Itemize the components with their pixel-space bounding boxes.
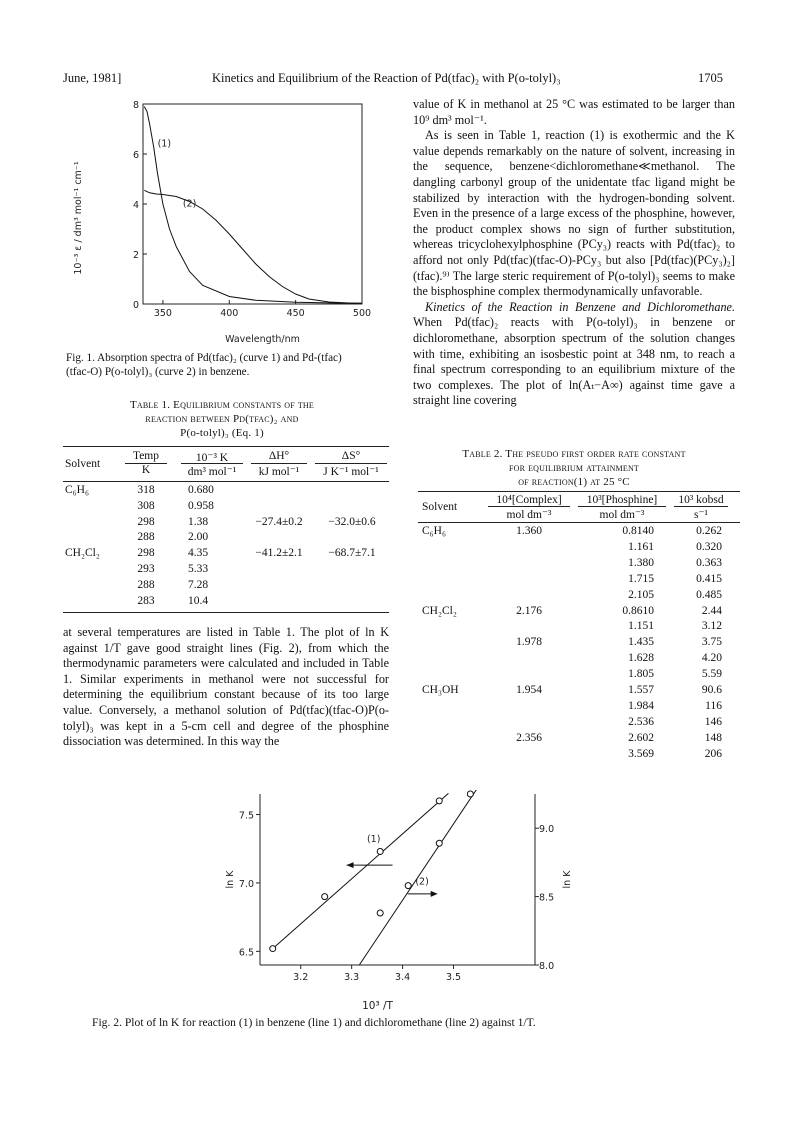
table-1-cell-solvent: CH₂Cl₂ (65, 547, 100, 560)
table-2-cell-phosphine: 3.569 (628, 747, 654, 760)
left-column-text: at several temperatures are listed in Table 1. The plot of ln K against 1/T gave good straight lines (Fig. 2), from which the thermodynamic parameters were calculated and included in Table 1. Similar experiments in methanol were not successful for determining the equilibrium constant because of its too large value. Conversely, a methanol solution of Pd(tfac)(tfac-O)P(o-tolyl)₃ was kept in a 5-cm cell and degree of the phosphine dissociation was determined. In this way the (63, 625, 389, 749)
table-1-cell-ds: −68.7±7.1 (328, 547, 376, 560)
line-1-label: (1) (366, 833, 381, 845)
table-2-cell-complex: 2.176 (516, 604, 542, 617)
table-2-cell-kobsd: 3.12 (701, 620, 722, 633)
table-2-cell-kobsd: 4.20 (701, 652, 722, 665)
table-1-cell-k: 2.00 (188, 531, 209, 544)
table-1-cell-k: 0.680 (188, 484, 214, 496)
paragraph: As is seen in Table 1, reaction (1) is exothermic and the K value depends remarkably on the nature of solvent, increasing in the sequence, benzene<dichloromethane≪methanol. The dangling carbonyl group of the unidentate tfac ligand might be stabilized by interaction with the hydrogen-bonding solvent. Even in the presence of a large excess of the phosphine, however, the product complex shows no sign of further substitution, whereas tricyclohexylphosphine (PCy₃) reacts with Pd(tfac)₂ to afford not only Pd(tfac)(tfac-O)-PCy₃ but also [Pd(tfac)(PCy₃)₂](tfac).⁹⁾ The large steric requirement of P(o-tolyl)₃ seems to make the bisphosphine complex thermodynamically unfavorable. (413, 128, 735, 299)
curve-2-label: (2) (182, 198, 197, 210)
table-2-cell-complex: 1.954 (516, 684, 542, 696)
table-2-caption-line: Table 2. The pseudo first order rate constant (462, 448, 686, 460)
curve-1-label: (1) (157, 138, 172, 150)
table-2-cell-kobsd: 148 (704, 731, 722, 744)
arrow-right-head (431, 891, 438, 897)
x-tick-label: 400 (220, 308, 239, 319)
data-point-line-1 (377, 848, 383, 854)
table-2-header-kobsd-unit: s⁻¹ (674, 506, 728, 521)
spectrum-curve-2 (144, 190, 362, 303)
table-2-cell-solvent: CH₂Cl₂ (422, 604, 457, 617)
table-2-body (418, 525, 740, 767)
table-1-header-dh: ΔH° (268, 450, 290, 462)
table-2-caption-line: of reaction(1) at 25 °C (518, 476, 630, 488)
table-2 (418, 491, 740, 767)
table-2-cell-kobsd: 2.44 (701, 604, 722, 617)
left-axis-label: ln K (225, 870, 236, 889)
table-2-cell-phosphine: 1.557 (628, 684, 654, 696)
right-tick-label: 9.0 (539, 824, 555, 836)
table-2-cell-kobsd: 0.415 (696, 572, 722, 585)
x-tick-label: 3.5 (445, 972, 462, 983)
table-2-header-kobsd: 10³ kobsd (678, 494, 724, 506)
data-point-line-2 (405, 883, 411, 889)
data-point-line-2 (377, 910, 383, 916)
table-2-header (418, 492, 740, 522)
table-2-cell-phosphine: 1.380 (628, 556, 654, 569)
table-1-cell-solvent: C₆H₆ (65, 484, 89, 496)
right-tick-label: 8.0 (539, 961, 555, 972)
data-point-line-1 (322, 894, 328, 900)
table-1-cell-k: 1.38 (188, 515, 209, 528)
table-1-header-solvent: Solvent (65, 458, 101, 470)
table-2-cell-phosphine: 1.984 (628, 699, 654, 712)
table-1-cell-dh: −41.2±2.1 (255, 547, 303, 560)
table-1-caption-line: reaction between Pd(tfac)₂ and (145, 413, 299, 425)
table-2-cell-complex: 2.356 (516, 731, 542, 744)
table-1-cell-temp: 293 (137, 563, 155, 575)
figure-2-caption: Fig. 2. Plot of ln K for reaction (1) in benzene (line 1) and dichloromethane (line 2) against 1/T. (92, 1016, 536, 1029)
y-tick-label: 2 (132, 250, 139, 261)
table-1-cell-temp: 318 (137, 484, 155, 496)
table-2-header-phosphine: 10³[Phosphine] (586, 494, 658, 506)
x-tick-label: 500 (352, 308, 372, 319)
left-tick-label: 7.5 (238, 810, 254, 822)
right-column-text (413, 97, 735, 409)
x-tick-label: 3.2 (293, 972, 309, 983)
table-1-header-k: 10⁻³ K (195, 452, 229, 464)
x-axis-label: 10³ /T (362, 1000, 393, 1012)
table-2-caption (413, 447, 735, 489)
y-tick-label: 6 (132, 150, 139, 161)
table-1-cell-temp: 298 (137, 547, 155, 560)
table-1-cell-k: 7.28 (188, 578, 209, 591)
y-axis-label: 10⁻³ ε / dm³ mol⁻¹ cm⁻¹ (73, 161, 84, 275)
data-point-line-2 (436, 840, 442, 846)
table-2-cell-phosphine: 1.628 (628, 652, 654, 665)
table-2-header-solvent: Solvent (422, 501, 458, 513)
table-1-header-temp-unit: K (125, 463, 167, 476)
figure-1-absorption-spectra (55, 96, 375, 348)
header-date: June, 1981] (63, 71, 122, 85)
table-2-cell-complex: 1.360 (516, 525, 542, 537)
table-2-cell-kobsd: 146 (704, 715, 722, 728)
left-tick-label: 7.0 (238, 878, 254, 890)
x-tick-label: 3.3 (344, 972, 360, 983)
section-heading: Kinetics of the Reaction in Benzene and Dichloromethane. (425, 299, 735, 314)
table-2-header-complex-unit: mol dm⁻³ (488, 506, 570, 521)
table-2-cell-phosphine: 1.161 (628, 540, 654, 553)
x-axis-label: Wavelength/nm (225, 334, 300, 345)
table-2-header-complex: 10⁴[Complex] (496, 494, 562, 506)
table-2-cell-solvent: CH₃OH (422, 684, 459, 696)
table-2-cell-kobsd: 0.320 (696, 540, 722, 553)
table-1-cell-temp: 298 (137, 515, 155, 528)
table-2-cell-phosphine: 0.8140 (622, 525, 654, 537)
figure-2-lnk-plot (225, 790, 585, 1015)
data-point-line-2 (467, 791, 473, 797)
paragraph: value of K in methanol at 25 °C was estimated to be larger than 10⁹ dm³ mol⁻¹. (413, 97, 735, 127)
table-1-cell-ds: −32.0±0.6 (328, 515, 376, 528)
figure-1-caption: Fig. 1. Absorption spectra of Pd(tfac)₂ (curve 1) and Pd-(tfac) (tfac-O) P(o-tolyl)₃ (curve 2) in benzene. (66, 352, 342, 378)
y-tick-label: 0 (132, 300, 139, 311)
arrow-left-head (347, 862, 354, 868)
table-1-cell-k: 5.33 (188, 563, 209, 575)
x-tick-label: 3.4 (395, 972, 411, 983)
right-axis-label: ln K (562, 870, 573, 889)
table-2-cell-kobsd: 5.59 (701, 668, 722, 681)
table-2-caption-line: for equilibrium attainment (508, 462, 640, 474)
paragraph-body: When Pd(tfac)₂ reacts with P(o-tolyl)₃ in benzene or dichloromethane, absorption spectrum of the solution changes with time, exhibiting an isosbestic point at 348 nm, to reach a final spectrum corresponding to an equilibrium mixture of the two complexes. The plot of ln(Aₜ−A∞) against time gave a straight line covering (413, 315, 735, 408)
x-tick-label: 350 (153, 308, 172, 319)
table-2-cell-phosphine: 1.805 (628, 668, 654, 681)
table-1-header-ds-unit: J K⁻¹ mol⁻¹ (315, 463, 387, 478)
table-1-cell-temp: 308 (137, 499, 155, 512)
header-title: Kinetics and Equilibrium of the Reaction of Pd(tfac)₂ with P(o-tolyl)₃ (212, 71, 561, 85)
right-tick-label: 8.5 (539, 892, 555, 904)
table-2-cell-phosphine: 1.435 (628, 636, 654, 649)
line-2-label: (2) (415, 876, 429, 888)
table-2-cell-kobsd: 116 (705, 699, 722, 712)
table-1-caption-line: P(o-tolyl)₃ (Eq. 1) (180, 427, 264, 439)
table-1-cell-k: 10.4 (188, 594, 209, 607)
header-page-number: 1705 (698, 71, 723, 85)
table-1-cell-temp: 288 (137, 531, 155, 544)
table-1-cell-temp: 283 (137, 594, 155, 607)
paragraph (413, 300, 735, 409)
table-2-cell-kobsd: 206 (704, 747, 722, 760)
data-point-line-1 (436, 798, 442, 804)
table-2-cell-complex: 1.978 (516, 636, 542, 649)
table-1-body (63, 484, 389, 612)
table-1-cell-k: 0.958 (188, 499, 214, 512)
spectrum-curve-1 (144, 107, 362, 304)
table-2-cell-phosphine: 1.151 (628, 620, 654, 633)
table-2-cell-phosphine: 2.602 (628, 731, 654, 744)
table-2-cell-phosphine: 0.8610 (622, 604, 654, 617)
table-1-header-k-unit: dm³ mol⁻¹ (181, 463, 243, 478)
table-1-header (63, 447, 389, 481)
table-2-cell-phosphine: 2.536 (628, 715, 654, 728)
data-point-line-1 (270, 946, 276, 952)
y-tick-label: 8 (132, 100, 139, 111)
table-2-cell-phosphine: 2.105 (628, 588, 654, 601)
y-tick-label: 4 (132, 200, 139, 211)
table-1-header-temp: Temp (132, 450, 160, 462)
table-2-cell-kobsd: 0.485 (696, 588, 722, 601)
table-2-cell-kobsd: 0.262 (696, 525, 722, 537)
table-1 (63, 446, 389, 613)
table-1-cell-temp: 288 (137, 578, 155, 591)
table-1-caption-line: Table 1. Equilibrium constants of the (130, 399, 314, 411)
table-2-header-phosphine-unit: mol dm⁻³ (578, 506, 666, 521)
table-2-cell-phosphine: 1.715 (628, 572, 654, 585)
table-1-caption (66, 398, 378, 440)
table-1-header-ds: ΔS° (341, 450, 361, 462)
table-2-cell-kobsd: 3.75 (701, 636, 722, 649)
table-2-cell-kobsd: 0.363 (696, 556, 722, 569)
table-1-header-dh-unit: kJ mol⁻¹ (251, 463, 307, 478)
left-tick-label: 6.5 (238, 947, 254, 959)
plot-frame (143, 104, 362, 304)
table-2-cell-kobsd: 90.6 (701, 684, 722, 696)
x-tick-label: 450 (286, 308, 305, 319)
table-1-cell-k: 4.35 (188, 547, 209, 560)
table-2-cell-solvent: C₆H₆ (422, 525, 446, 537)
table-1-cell-dh: −27.4±0.2 (255, 515, 303, 528)
